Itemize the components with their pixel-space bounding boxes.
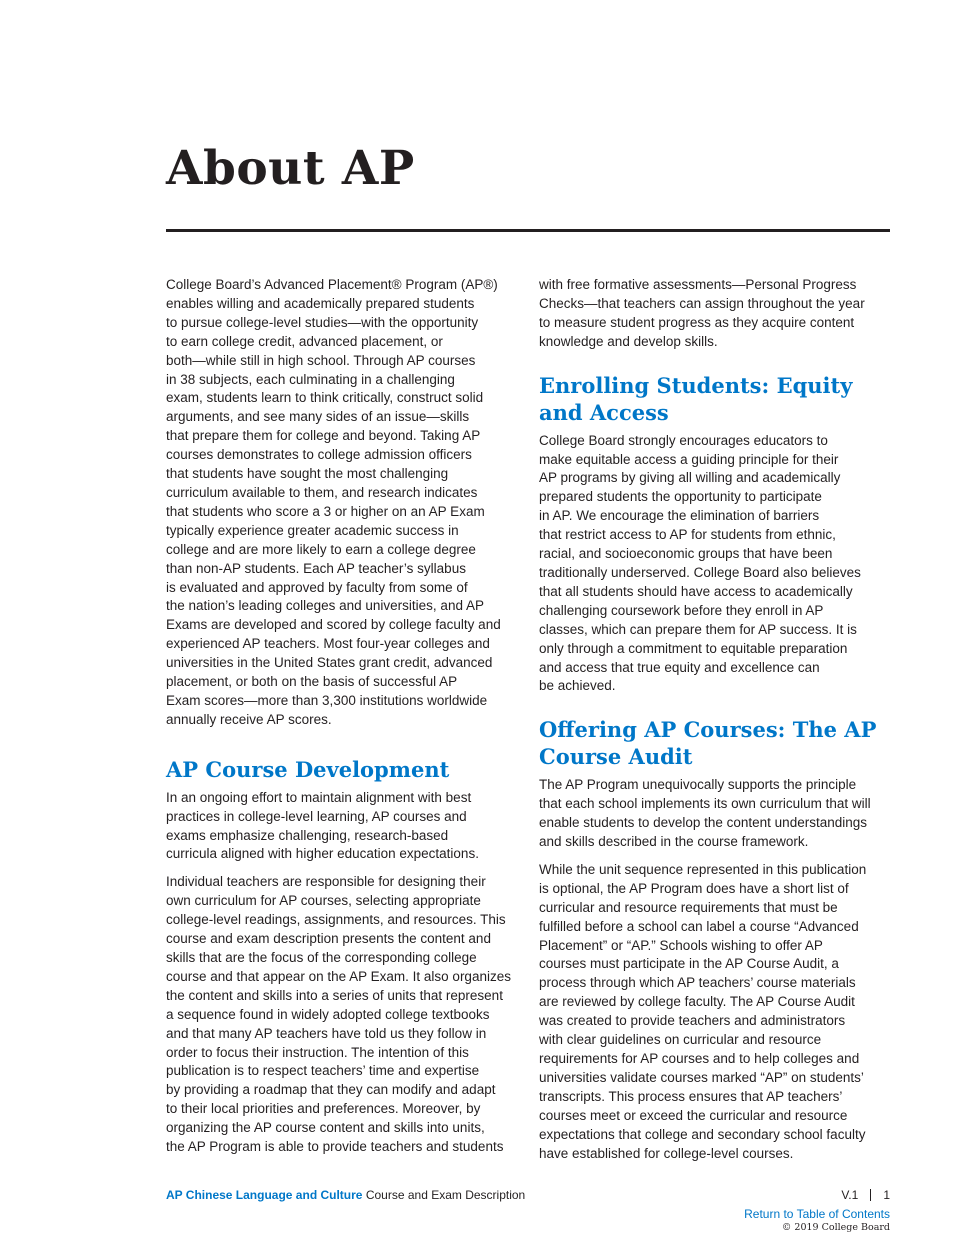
left-column [166,276,518,1166]
footer-doc-type: Course and Exam Description [365,1188,526,1202]
intro-paragraph: College Board’s Advanced Placement® Program (AP®) enables willing and academically prepared students to pursue college-level studies—with the opportunity to earn college credit, advanced placement, or both—while still in high school. Through AP courses in 38 subjects, each culminating in a challenging exam, students learn to think critically, construct solid arguments, and see many sides of an issue—skills that prepare them for college and beyond. Taking AP courses demonstrates to college admission officers that students have sought the most challenging curriculum available to them, and research indicates that students who score a 3 or higher on an AP Exam typically experience greater academic success in college and are more likely to earn a college degree than non-AP students. Each AP teacher’s syllabus is evaluated and approved by faculty from some of the nation’s leading colleges and universities, and AP Exams are developed and scored by college faculty and experienced AP teachers. Most four-year colleges and universities in the United States grant credit, advanced placement, or both on the basis of successful AP Exam scores—more than 3,300 institutions worldwide annually receive AP scores. [166,277,501,727]
title-divider [166,229,890,232]
footer-course-name: AP Chinese Language and Culture [166,1188,363,1202]
course-development-heading: AP Course Development [166,756,450,782]
footer-separator [870,1189,871,1201]
offering-courses-paragraph-1: The AP Program unequivocally supports the principle that each school implements its own curriculum that will enable students to develop the content understandings and skills described in the course framework. [539,777,871,850]
course-development-paragraph-2: Individual teachers are responsible for designing their own curriculum for AP courses, selecting appropriate college-level readings, assignments, and resources. This course and exam description presents the content and skills that are the focus of the corresponding college course and that appear on the AP Exam. It also organizes the content and skills into a series of units that represent a sequence found in widely adopted college textbooks and that many AP teachers have told us they follow in order to focus their instruction. The intention of this publication is to respect teachers’ time and expertise by providing a roadmap that they can modify and adapt to their local priorities and preferences. Moreover, by organizing the AP course content and skills into units, the AP Program is able to provide teachers and students [166,874,511,1155]
right-column [539,276,892,1172]
footer-page-number: 1 [883,1188,890,1202]
footer-version: V.1 [841,1188,859,1202]
footer-left [166,1187,525,1203]
page-title: About AP [166,141,415,196]
continuation-paragraph: with free formative assessments—Personal Progress Checks—that teachers can assign throughout the year to measure student progress as they acquire content knowledge and develop skills. [539,277,865,349]
offering-courses-heading: Offering AP Courses: The AP Course Audit [539,717,877,770]
return-to-toc-link[interactable]: Return to Table of Contents [744,1207,890,1221]
footer-copyright: © 2019 College Board [781,1222,890,1233]
footer-right [744,1187,890,1234]
enrolling-students-heading: Enrolling Students: Equity and Access [539,372,853,425]
course-development-paragraph-1: In an ongoing effort to maintain alignment with best practices in college-level learning, AP courses and exams emphasize challenging, research-based curricula aligned with higher education expectations. [166,789,479,862]
footer-meta [744,1187,890,1203]
enrolling-students-paragraph: College Board strongly encourages educators to make equitable access a guiding principle for their AP programs by giving all willing and academically prepared students the opportunity to participate in AP. We encourage the elimination of barriers that restrict access to AP for students from ethnic, racial, and socioeconomic groups that have been traditionally underserved. College Board also believes that all students should have access to academically challenging coursework before they enroll in AP classes, which can prepare them for AP success. It is only through a commitment to equitable preparation and access that true equity and excellence can be achieved. [539,432,861,694]
offering-courses-paragraph-2: While the unit sequence represented in this publication is optional, the AP Program does have a short list of curricular and resource requirements that must be fulfilled before a school can label a course “Advanced Placement” or “AP.” Schools wishing to offer AP courses must participate in the AP Course Audit, a process through which AP teachers’ course materials are reviewed by college faculty. The AP Course Audit was created to provide teachers and administrators with clear guidelines on curricular and resource requirements for AP courses and to help colleges and universities validate courses marked “AP” on students’ transcripts. This process ensures that AP teachers’ courses meet or exceed the curricular and resource expectations that college and secondary school faculty have established for college-level courses. [539,861,867,1161]
